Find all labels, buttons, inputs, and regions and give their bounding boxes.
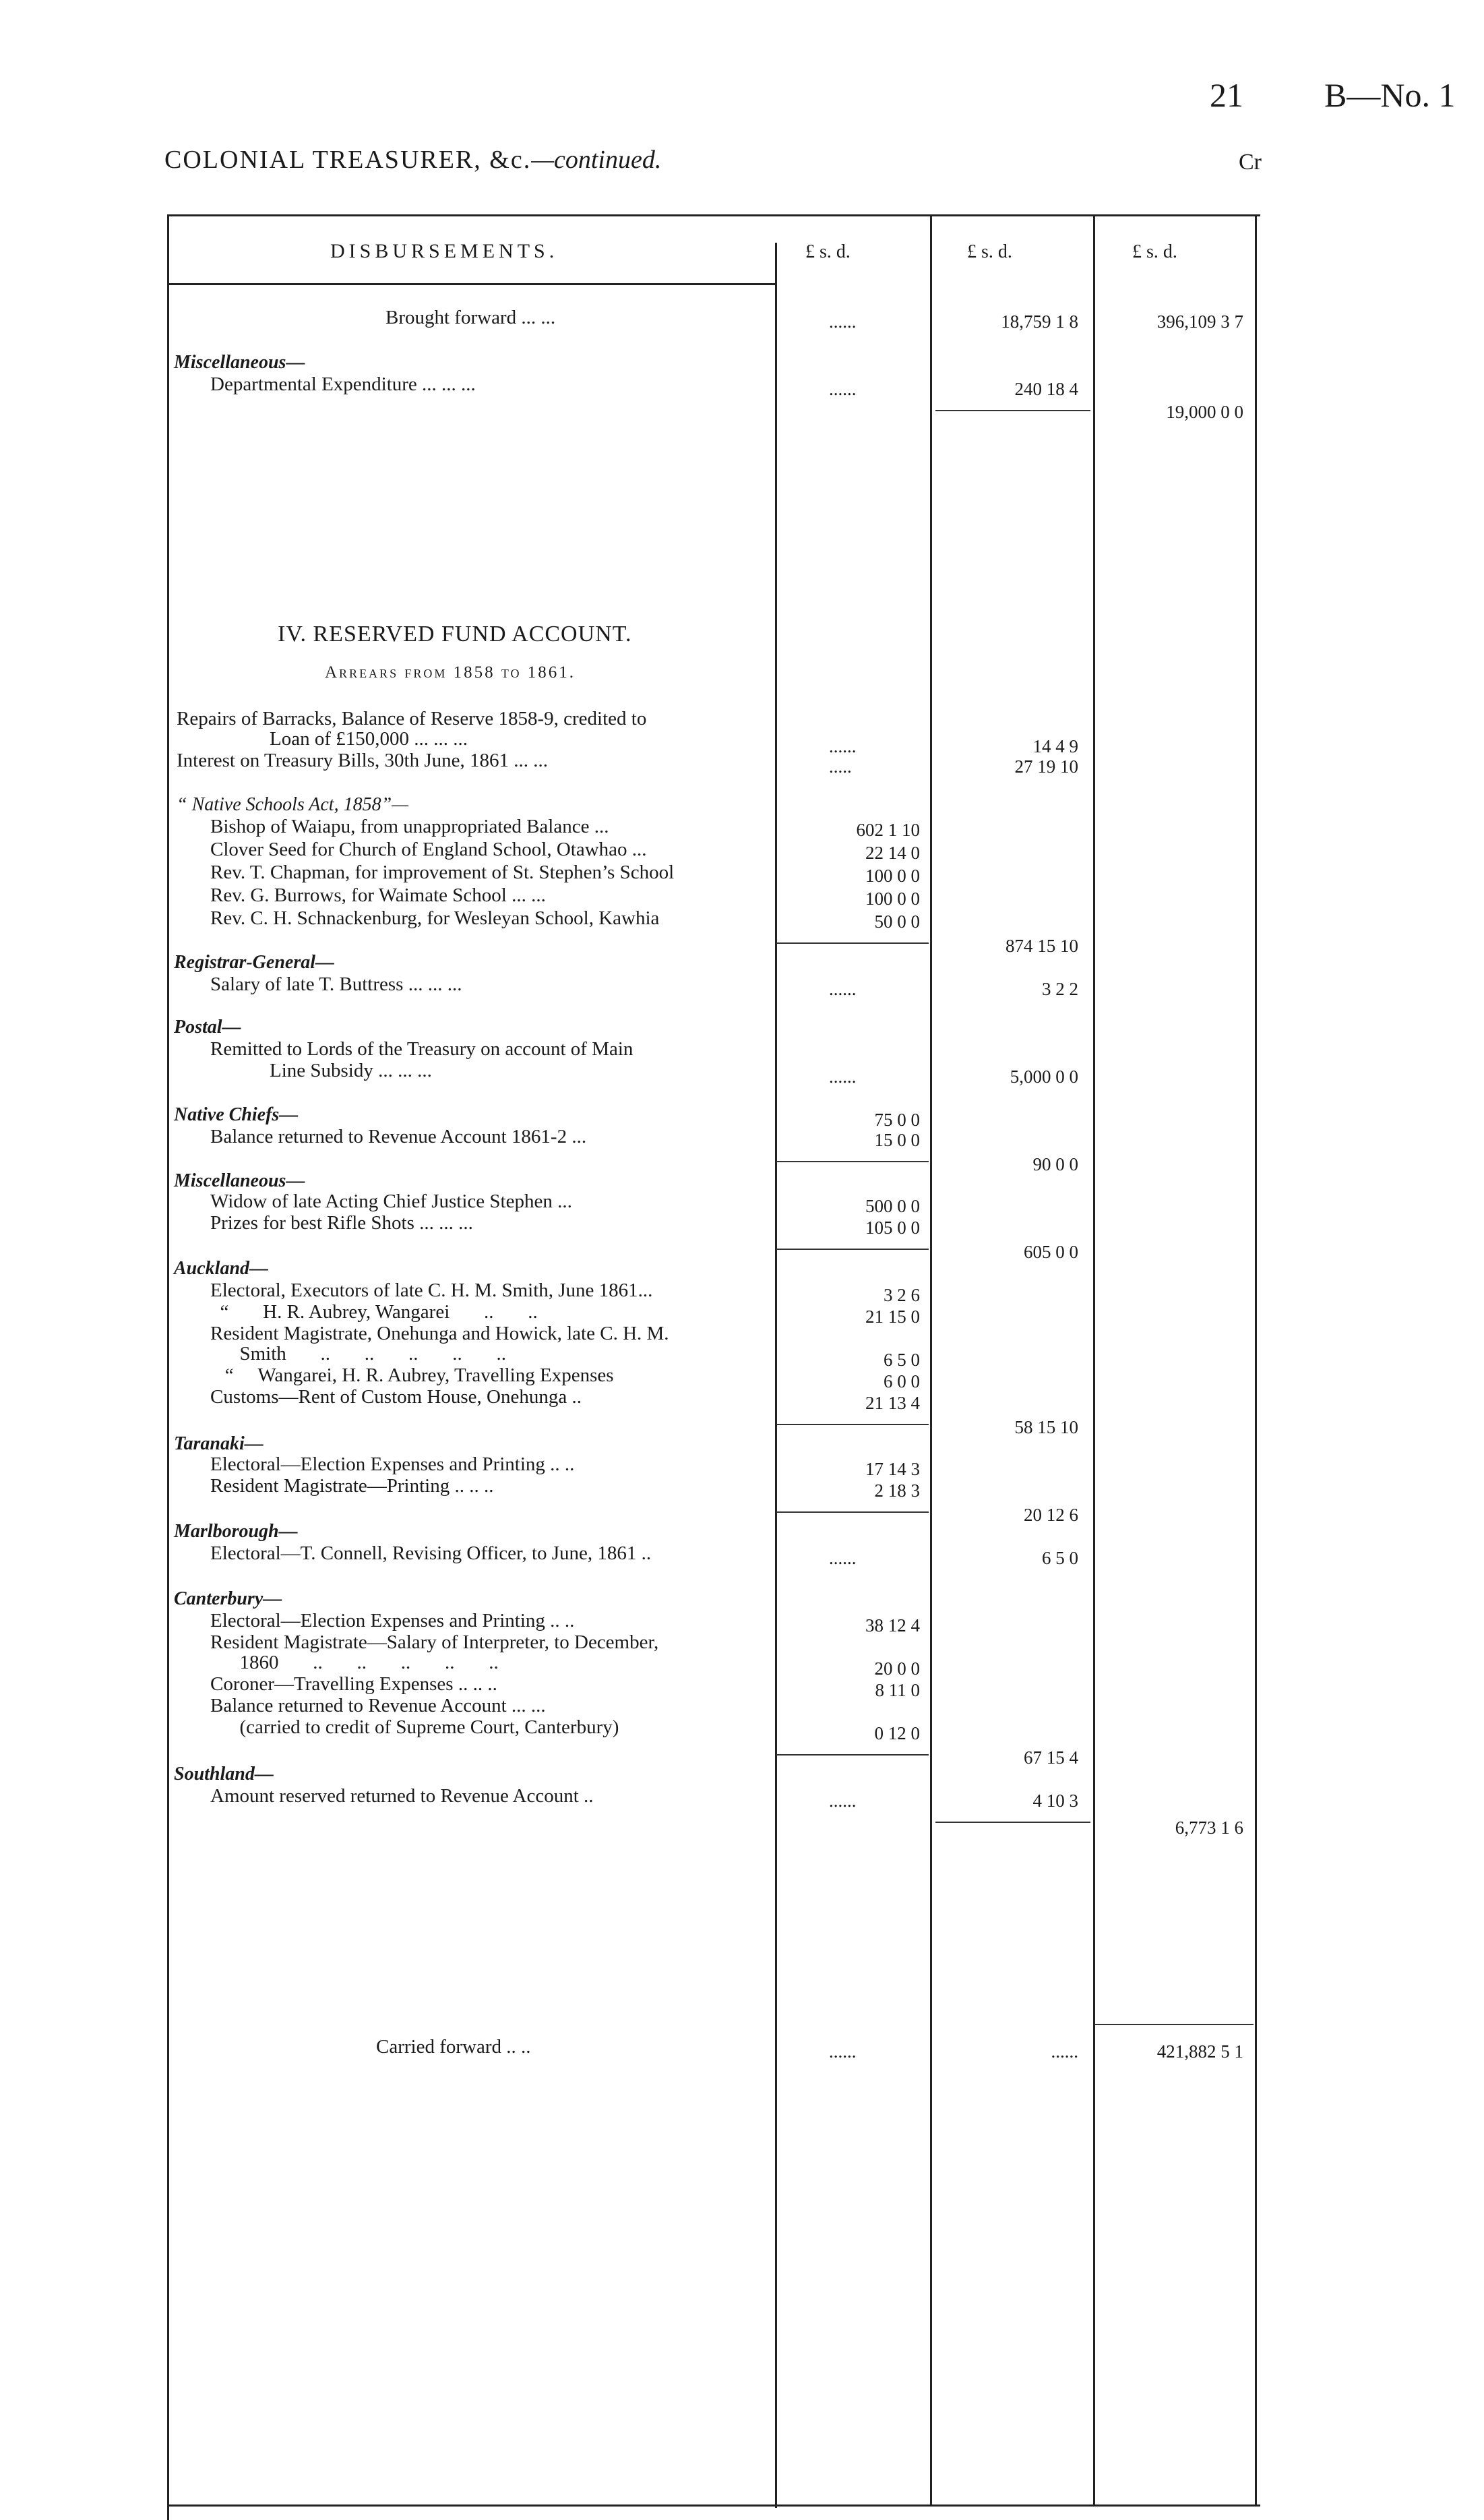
category-taranaki: Taranaki— <box>174 1433 264 1454</box>
running-title-main: COLONIAL TREASURER, &c. <box>164 146 532 174</box>
auckland-row-5: Customs—Rent of Custom House, Onehunga .. <box>210 1386 582 1408</box>
auckland-row-2: Resident Magistrate, Onehunga and Howick, late C. H. M. <box>210 1323 669 1344</box>
carried-forward-c3: 421,882 5 1 <box>1156 2041 1243 2062</box>
schools-total: 874 15 10 <box>1006 936 1078 956</box>
marlborough-c2: 6 5 0 <box>1042 1548 1078 1568</box>
subtotal-rule <box>776 1424 929 1425</box>
page-number: 21 <box>1210 76 1243 114</box>
subtotal-rule <box>935 1822 1090 1823</box>
postal-c2: 5,000 0 0 <box>1010 1067 1078 1087</box>
southland-c2: 4 10 3 <box>1032 1791 1078 1811</box>
table-top-border <box>168 214 1260 216</box>
interest-label: Interest on Treasury Bills, 30th June, 1861 ... ... <box>177 750 548 771</box>
school-row-0: Bishop of Waiapu, from unappropriated Balance ... <box>210 816 609 837</box>
category-canterbury: Canterbury— <box>174 1588 282 1609</box>
barracks-line2: Loan of £150,000 ... ... ... <box>270 728 468 750</box>
postal-c1: ...... <box>829 1067 857 1087</box>
school-row-2-c1: 100 0 0 <box>865 866 920 886</box>
carried-forward-c2: ...... <box>1051 2041 1078 2062</box>
brought-forward-c2: 18,759 1 8 <box>1001 311 1078 332</box>
auckland-row-0: Electoral, Executors of late C. H. M. Smith, June 1861... <box>210 1280 653 1301</box>
brought-forward-c3: 396,109 3 7 <box>1156 311 1243 332</box>
misc2-row-1: Prizes for best Rifle Shots ... ... ... <box>210 1212 473 1234</box>
school-row-0-c1: 602 1 10 <box>856 820 920 840</box>
taranaki-total: 20 12 6 <box>1024 1505 1078 1525</box>
barracks-c1: ...... <box>829 736 857 756</box>
canterbury-row-2-c1: 20 0 0 <box>874 1658 920 1679</box>
marlborough-label: Electoral—T. Connell, Revising Officer, to June, 1861 .. <box>210 1542 652 1564</box>
postal-line2: Line Subsidy ... ... ... <box>270 1060 432 1081</box>
col3-border <box>1093 214 1095 2507</box>
auckland-row-4-c1: 6 0 0 <box>884 1371 920 1391</box>
canterbury-row-3: Coroner—Travelling Expenses .. .. .. <box>210 1673 497 1695</box>
category-auckland: Auckland— <box>174 1258 269 1279</box>
subtotal-rule <box>776 1511 929 1513</box>
col1-border <box>775 243 777 2508</box>
chiefs-label: Balance returned to Revenue Account 1861-2 ... <box>210 1126 587 1147</box>
registrar-label: Salary of late T. Buttress ... ... ... <box>210 973 462 995</box>
chiefs-total: 90 0 0 <box>1032 1154 1078 1174</box>
interest-c2: 27 19 10 <box>1014 756 1078 777</box>
chiefs-c1-a: 75 0 0 <box>874 1110 920 1130</box>
school-row-1-c1: 22 14 0 <box>865 843 920 863</box>
left-border <box>167 214 169 2520</box>
canterbury-row-0: Electoral—Election Expenses and Printing .. .. <box>210 1610 575 1631</box>
subtotal-rule <box>776 942 929 944</box>
category-registrar-general: Registrar-General— <box>174 952 334 973</box>
misc2-row-0-c1: 500 0 0 <box>865 1196 920 1216</box>
school-row-1: Clover Seed for Church of England School, Otawhao ... <box>210 839 647 860</box>
canterbury-row-5: (carried to credit of Supreme Court, Canterbury) <box>210 1716 619 1738</box>
subtotal-rule <box>776 1161 929 1162</box>
registrar-c2: 3 2 2 <box>1042 979 1078 999</box>
school-row-2: Rev. T. Chapman, for improvement of St. Stephen’s School <box>210 862 675 883</box>
column-header-col2: £ s. d. <box>967 241 1012 262</box>
taranaki-row-0: Electoral—Election Expenses and Printing .. .. <box>210 1453 575 1475</box>
canterbury-row-5-c1: 0 12 0 <box>874 1723 920 1743</box>
taranaki-row-1-c1: 2 18 3 <box>874 1480 920 1501</box>
subtotal-rule <box>776 1249 929 1250</box>
barracks-c2: 14 4 9 <box>1032 736 1078 756</box>
dept-expenditure-c3: 19,000 0 0 <box>1166 402 1243 422</box>
canterbury-total: 67 15 4 <box>1024 1747 1078 1768</box>
southland-c1: ...... <box>829 1791 857 1811</box>
category-postal: Postal— <box>174 1017 241 1038</box>
dept-expenditure-c2: 240 18 4 <box>1014 379 1078 399</box>
running-title-suffix: —continued. <box>531 146 662 174</box>
carried-forward-label: Carried forward .. .. <box>376 2036 531 2058</box>
credit-side-marker: Cr <box>1239 150 1262 175</box>
category-marlborough: Marlborough— <box>174 1521 298 1542</box>
category-native-schools: “ Native Schools Act, 1858”— <box>177 794 409 815</box>
col2-border <box>930 214 932 2507</box>
column-header-col1: £ s. d. <box>805 241 851 262</box>
running-title <box>164 145 661 175</box>
column-header-disbursements: DISBURSEMENTS. <box>330 240 559 262</box>
auckland-row-0-c1: 3 2 6 <box>884 1285 920 1305</box>
canterbury-row-4: Balance returned to Revenue Account ... ... <box>210 1695 546 1716</box>
marlborough-c1: ...... <box>829 1548 857 1568</box>
canterbury-row-0-c1: 38 12 4 <box>865 1615 920 1636</box>
dept-expenditure-c1: ...... <box>829 379 857 399</box>
carried-forward-c1: ...... <box>829 2041 857 2062</box>
misc2-row-0: Widow of late Acting Chief Justice Stephen ... <box>210 1191 572 1212</box>
dept-expenditure-label: Departmental Expenditure ... ... ... <box>210 373 476 395</box>
auckland-row-1-c1: 21 15 0 <box>865 1307 920 1327</box>
total-rule <box>1094 2024 1254 2025</box>
category-miscellaneous: Miscellaneous— <box>174 352 305 373</box>
taranaki-row-1: Resident Magistrate—Printing .. .. .. <box>210 1475 494 1497</box>
auckland-row-5-c1: 21 13 4 <box>865 1393 920 1413</box>
section-title: IV. RESERVED FUND ACCOUNT. <box>278 622 632 647</box>
header-bottom-border <box>168 283 775 285</box>
reserved-fund-total: 6,773 1 6 <box>1175 1818 1243 1838</box>
misc2-total: 605 0 0 <box>1024 1242 1078 1262</box>
auckland-row-1: “ H. R. Aubrey, Wangarei .. .. <box>210 1301 538 1323</box>
brought-forward-label: Brought forward ... ... <box>385 307 556 328</box>
auckland-total: 58 15 10 <box>1014 1417 1078 1437</box>
auckland-row-4: “ Wangarei, H. R. Aubrey, Travelling Expenses <box>210 1364 614 1386</box>
registrar-c1: ...... <box>829 979 857 999</box>
subtotal-rule <box>935 410 1090 411</box>
document-reference: B—No. 1 <box>1324 76 1456 114</box>
school-row-3: Rev. G. Burrows, for Waimate School ... ... <box>210 884 546 906</box>
taranaki-row-0-c1: 17 14 3 <box>865 1459 920 1479</box>
section-subtitle: Arrears from 1858 to 1861. <box>325 663 576 682</box>
category-southland: Southland— <box>174 1764 274 1784</box>
category-native-chiefs: Native Chiefs— <box>174 1104 299 1125</box>
postal-line1: Remitted to Lords of the Treasury on account of Main <box>210 1038 633 1060</box>
southland-label: Amount reserved returned to Revenue Account .. <box>210 1785 594 1807</box>
canterbury-row-3-c1: 8 11 0 <box>875 1680 920 1700</box>
subtotal-rule <box>776 1754 929 1756</box>
canterbury-row-1: Resident Magistrate—Salary of Interpreter, to December, <box>210 1631 659 1653</box>
brought-forward-c1: ...... <box>829 311 857 332</box>
right-border <box>1255 214 1257 2507</box>
chiefs-c1-b: 15 0 0 <box>874 1130 920 1150</box>
interest-c1: ..... <box>829 756 852 777</box>
canterbury-row-2: 1860 .. .. .. .. .. <box>210 1652 499 1673</box>
category-miscellaneous-2: Miscellaneous— <box>174 1170 305 1191</box>
auckland-row-3-c1: 6 5 0 <box>884 1350 920 1370</box>
auckland-row-3: Smith .. .. .. .. .. <box>210 1343 507 1364</box>
school-row-4: Rev. C. H. Schnackenburg, for Wesleyan School, Kawhia <box>210 907 660 929</box>
table-bottom-border <box>168 2504 1260 2507</box>
school-row-4-c1: 50 0 0 <box>874 911 920 932</box>
misc2-row-1-c1: 105 0 0 <box>865 1218 920 1238</box>
barracks-line1: Repairs of Barracks, Balance of Reserve 1858-9, credited to <box>177 708 647 729</box>
column-header-col3: £ s. d. <box>1132 241 1177 262</box>
school-row-3-c1: 100 0 0 <box>865 889 920 909</box>
